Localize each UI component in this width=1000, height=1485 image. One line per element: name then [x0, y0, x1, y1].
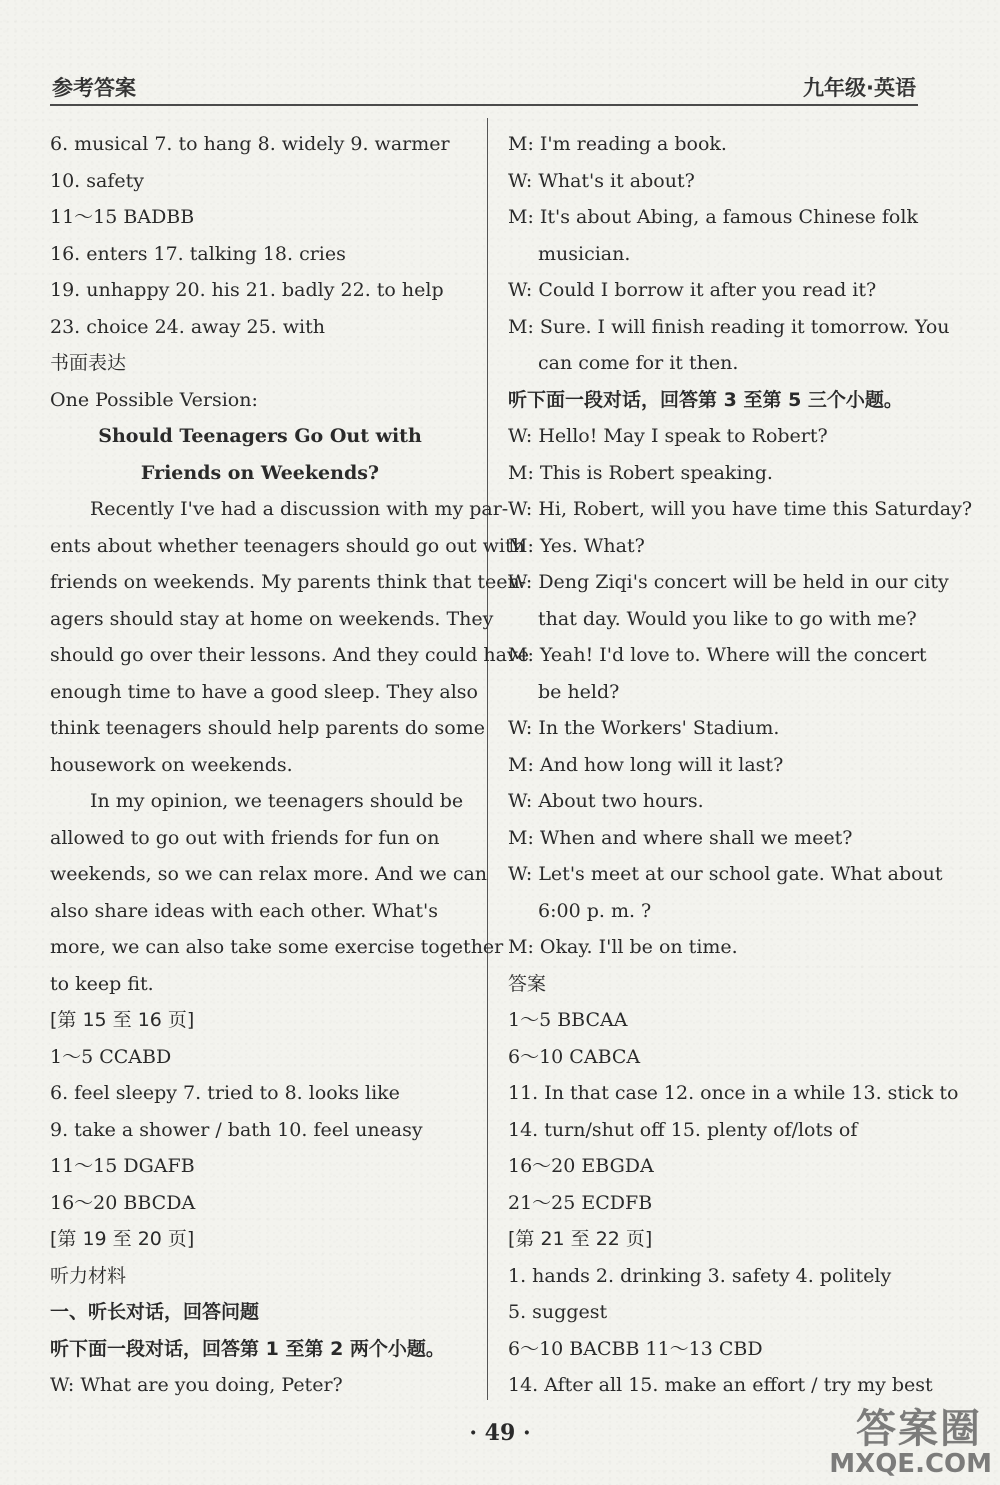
- page-header: [50, 72, 918, 108]
- text-line: 6～10 BACBB 11～13 CBD: [508, 1337, 763, 1360]
- text-line: 听下面一段对话，回答第 1 至第 2 两个小题。: [50, 1337, 445, 1360]
- text-line: ents about whether teenagers should go out with: [50, 534, 525, 557]
- text-line: enough time to have a good sleep. They also: [50, 680, 478, 703]
- text-line: 16～20 BBCDA: [50, 1191, 196, 1214]
- text-line: can come for it then.: [538, 352, 739, 374]
- text-line: M: I'm reading a book.: [508, 133, 727, 155]
- header-right-title: 九年级·英语: [803, 76, 916, 100]
- text-line: weekends, so we can relax more. And we can: [50, 863, 488, 885]
- text-line: M: When and where shall we meet?: [508, 826, 853, 849]
- page-number: · 49 ·: [469, 1420, 531, 1446]
- text-line: M: This is Robert speaking.: [508, 461, 773, 484]
- text-line: agers should stay at home on weekends. They: [50, 607, 494, 630]
- text-line: 1～5 CCABD: [50, 1045, 172, 1068]
- text-line: 19. unhappy 20. his 21. badly 22. to help: [50, 279, 444, 301]
- text-line: to keep fit.: [50, 972, 154, 995]
- text-line: M: Sure. I will finish reading it tomorrow. You: [508, 315, 950, 338]
- text-line: 11. In that case 12. once in a while 13. stick to: [508, 1082, 959, 1104]
- text-line: Should Teenagers Go Out with: [98, 425, 422, 447]
- watermark-logo: [802, 1397, 992, 1479]
- text-line: should go over their lessons. And they could have: [50, 644, 529, 666]
- text-line: W: Could I borrow it after you read it?: [508, 279, 877, 301]
- text-line: 听下面一段对话，回答第 3 至第 5 三个小题。: [508, 388, 903, 411]
- text-line: [第 15 至 16 页]: [50, 1009, 195, 1031]
- text-line: more, we can also take some exercise together: [50, 936, 504, 958]
- text-line: W: Hi, Robert, will you have time this Saturday?: [508, 498, 973, 520]
- right-column: [508, 126, 973, 1404]
- text-line: M: Yes. What?: [508, 534, 645, 557]
- text-line: allowed to go out with friends for fun on: [50, 826, 440, 849]
- text-line: Friends on Weekends?: [140, 461, 380, 484]
- text-line: W: What's it about?: [508, 169, 695, 192]
- text-line: think teenagers should help parents do some: [50, 717, 485, 739]
- column-divider: [487, 118, 488, 1400]
- text-line: 23. choice 24. away 25. with: [50, 315, 325, 338]
- text-line: 听力材料: [50, 1264, 127, 1287]
- text-line: also share ideas with each other. What's: [50, 899, 438, 922]
- watermark-top-text: 答案圈: [856, 1406, 982, 1452]
- text-line: M: Okay. I'll be on time.: [508, 936, 738, 958]
- text-line: [第 21 至 22 页]: [508, 1228, 653, 1250]
- text-line: M: Yeah! I'd love to. Where will the concert: [508, 644, 927, 666]
- text-line: 11～15 BADBB: [50, 206, 195, 228]
- text-line: 10. safety: [50, 169, 144, 192]
- text-line: W: Deng Ziqi's concert will be held in our city: [508, 571, 949, 593]
- text-line: W: About two hours.: [508, 790, 704, 812]
- text-line: be held?: [538, 680, 620, 703]
- text-line: [第 19 至 20 页]: [50, 1228, 195, 1250]
- text-line: friends on weekends. My parents think that teen-: [50, 571, 527, 593]
- text-line: Recently I've had a discussion with my par-: [90, 498, 509, 520]
- text-line: that day. Would you like to go with me?: [538, 607, 917, 630]
- text-line: 14. After all 15. make an effort / try my best: [508, 1374, 933, 1396]
- text-line: W: In the Workers' Stadium.: [508, 717, 780, 739]
- text-line: 6. feel sleepy 7. tried to 8. looks like: [50, 1082, 400, 1104]
- text-line: M: It's about Abing, a famous Chinese folk: [508, 206, 918, 228]
- text-line: 书面表达: [50, 352, 127, 374]
- text-line: musician.: [538, 242, 631, 265]
- watermark-bottom-text: MXQE.COM: [829, 1449, 992, 1479]
- text-line: 1～5 BBCAA: [508, 1009, 628, 1031]
- text-line: 16～20 EBGDA: [508, 1155, 654, 1177]
- header-left-title: 参考答案: [52, 76, 136, 100]
- text-line: 9. take a shower / bath 10. feel uneasy: [50, 1118, 423, 1141]
- text-line: 1. hands 2. drinking 3. safety 4. politely: [508, 1264, 892, 1287]
- text-line: 16. enters 17. talking 18. cries: [50, 242, 346, 265]
- text-line: 答案: [508, 972, 547, 995]
- text-line: 一、听长对话，回答问题: [50, 1301, 260, 1323]
- text-line: housework on weekends.: [50, 753, 293, 776]
- text-line: 21～25 ECDFB: [508, 1191, 653, 1214]
- text-line: W: What are you doing, Peter?: [50, 1374, 343, 1396]
- text-line: 6. musical 7. to hang 8. widely 9. warmer: [50, 133, 450, 155]
- text-line: In my opinion, we teenagers should be: [90, 790, 464, 812]
- text-line: W: Hello! May I speak to Robert?: [508, 425, 828, 447]
- header-rule: [50, 104, 918, 106]
- text-line: M: And how long will it last?: [508, 753, 784, 776]
- text-line: 5. suggest: [508, 1301, 608, 1323]
- text-line: 11～15 DGAFB: [50, 1155, 195, 1177]
- text-line: W: Let's meet at our school gate. What about: [508, 863, 943, 885]
- text-line: 14. turn/shut off 15. plenty of/lots of: [508, 1118, 858, 1141]
- text-line: 6:00 p. m. ?: [538, 899, 652, 922]
- text-line: One Possible Version:: [50, 388, 258, 411]
- text-line: 6～10 CABCA: [508, 1045, 641, 1068]
